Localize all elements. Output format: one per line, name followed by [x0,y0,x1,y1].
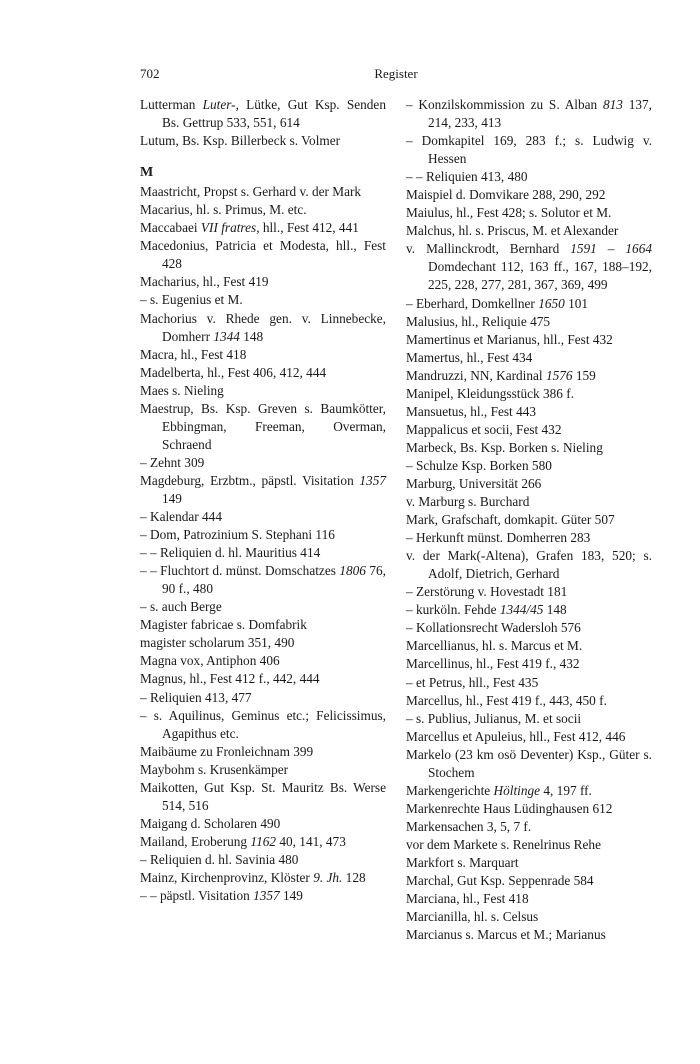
entry-text: Marcellus, hl., Fest 419 f., 443, 450 f. [406,692,607,708]
entry-text: – – Reliquien d. hl. Mauritius 414 [140,545,321,561]
italic-text: 9. Jh. [313,869,343,885]
entry-text: – kurköln. Fehde [406,602,500,618]
index-entry [406,240,652,294]
index-entry [406,926,652,944]
entry-text: – Kalendar 444 [140,509,222,525]
index-entry [406,674,652,692]
index-entry [406,692,652,710]
index-entry [406,168,652,186]
entry-text: Malchus, hl. s. Priscus, M. et Alexander [406,223,619,239]
index-entry [406,96,652,132]
italic-text: 1357 [359,472,386,488]
index-entry [406,782,652,800]
italic-text: 1591 – 1664 [570,241,652,257]
entry-text: 76, 90 f., 480 [162,563,386,597]
italic-text: 1650 [538,295,565,311]
running-head: Register [374,66,418,81]
index-entry [406,457,652,475]
entry-text: – Schulze Ksp. Borken 580 [406,457,552,473]
italic-text: 1806 [339,563,366,579]
entry-text: M [140,165,154,181]
index-entry [406,421,652,439]
entry-text: Maispiel d. Domvikare 288, 290, 292 [406,187,606,203]
entry-text: magister scholarum 351, 490 [140,635,295,651]
entry-text: Machorius v. Rhede gen. v. Linnebecke, Domherr [140,310,386,344]
index-entry [406,186,652,204]
entry-text: Marcellinus, hl., Fest 419 f., 432 [406,656,580,672]
index-entry [140,201,386,219]
index-entry [140,562,386,598]
index-entry [406,132,652,168]
entry-text: – Domkapitel 169, 283 f.; s. Ludwig v. Hessen [406,133,652,167]
entry-text: Magnus, hl., Fest 412 f., 442, 444 [140,671,320,687]
entry-text: Maccabaei [140,220,201,236]
entry-text: – Reliquien d. hl. Savinia 480 [140,851,299,867]
entry-text: v. Mallinckrodt, Bernhard [406,241,571,257]
entry-text: Lutum, Bs. Ksp. Billerbeck s. Volmer [140,133,341,149]
index-entry [140,815,386,833]
entry-text: Mansuetus, hl., Fest 443 [406,403,537,419]
entry-text: 159 [572,367,596,383]
index-entry [140,400,386,454]
index-entry [140,616,386,634]
index-entry [140,508,386,526]
index-entry [406,439,652,457]
entry-text: 149 [279,888,303,904]
index-entry [406,204,652,222]
index-entry [406,547,652,583]
index-entry [140,273,386,291]
entry-text: 4, 197 ff. [540,782,592,798]
index-entry [140,454,386,472]
entry-text: Markengerichte [406,782,494,798]
entry-text: Mainz, Kirchenprovinz, Klöster [140,869,314,885]
index-entry [140,219,386,237]
italic-text: Höltinge [493,782,541,798]
entry-text: Maastricht, Propst s. Gerhard v. der Mark [140,184,362,200]
index-entry [140,96,386,132]
entry-text: Maybohm s. Krusenkämper [140,761,289,777]
entry-text: Mailand, Eroberung [140,833,251,849]
index-entry [406,403,652,421]
italic-text: 813 [603,97,623,112]
entry-text: v. der Mark(-Altena), Grafen 183, 520; s. Adolf, Dietrich, Gerhard [406,548,652,582]
entry-text: Maiulus, hl., Fest 428; s. Solutor et M. [406,205,612,221]
index-entry [140,346,386,364]
italic-text: Luter- [202,97,236,112]
entry-text: Macra, hl., Fest 418 [140,346,247,362]
italic-text: VII fratres [200,220,257,236]
index-entry [140,237,386,273]
entry-text: – et Petrus, hll., Fest 435 [406,674,539,690]
entry-text: Magister fabricae s. Domfabrik [140,617,307,633]
entry-text: – – päpstl. Visitation [140,888,254,904]
entry-text: vor dem Markete s. Renelrinus Rehe [406,836,601,852]
entry-text: 40, 141, 473 [276,833,346,849]
index-entry [406,601,652,619]
index-entry [140,183,386,201]
index-entry [406,655,652,673]
entry-text: Macedonius, Patricia et Modesta, hll., Fest 428 [140,238,386,272]
entry-text: Malusius, hl., Reliquie 475 [406,313,551,329]
index-entry [406,619,652,637]
index-entry [406,529,652,547]
entry-text: Lutterman [140,97,203,112]
entry-text: Macarius, hl. s. Primus, M. etc. [140,202,307,218]
index-entry [406,349,652,367]
index-entry [140,132,386,150]
italic-text: 1344 [213,328,240,344]
index-entry [140,310,386,346]
entry-text: Marchal, Gut Ksp. Seppenrade 584 [406,873,594,889]
index-entry [406,872,652,890]
index-entry [406,908,652,926]
index-entry [406,637,652,655]
entry-text: Mamertinus et Marianus, hll., Fest 432 [406,331,613,347]
entry-text: Marbeck, Bs. Ksp. Borken s. Nieling [406,439,603,455]
entry-text: – Konzilskommission zu S. Alban [406,97,603,112]
entry-text: Marcellus et Apuleius, hll., Fest 412, 446 [406,728,626,744]
entry-text: Marburg, Universität 266 [406,475,542,491]
entry-text: Madelberta, hl., Fest 406, 412, 444 [140,364,327,380]
entry-text: Mappalicus et socii, Fest 432 [406,421,562,437]
index-entry [140,291,386,309]
entry-text: Manipel, Kleidungsstück 386 f. [406,385,575,401]
index-entry [406,583,652,601]
index-entry [140,869,386,887]
entry-text: – Reliquien 413, 477 [140,689,252,705]
entry-text: Mark, Grafschaft, domkapit. Güter 507 [406,512,615,528]
index-entry [406,746,652,782]
index-entry [140,364,386,382]
index-entry [406,890,652,908]
index-entry [406,295,652,313]
index-entry [406,367,652,385]
entry-text: Mamertus, hl., Fest 434 [406,349,533,365]
index-column-right [406,96,652,944]
entry-text: Markfort s. Marquart [406,854,519,870]
entry-text: Markensachen 3, 5, 7 f. [406,818,532,834]
entry-text: 149 [162,490,182,506]
index-entry [140,526,386,544]
entry-text: 148 [543,602,567,618]
index-entry [140,652,386,670]
entry-text: Domdechant 112, 163 ff., 167, 188–192, 225, 228, 277, 281, 367, 369, 499 [428,259,652,293]
entry-text: Marciana, hl., Fest 418 [406,891,529,907]
index-entry [406,710,652,728]
entry-text: – s. Publius, Julianus, M. et socii [406,710,582,726]
italic-text: 1162 [250,833,277,849]
entry-text: Marcianilla, hl. s. Celsus [406,909,539,925]
index-entry [140,598,386,616]
index-entry [406,475,652,493]
index-entry [140,779,386,815]
italic-text: 1357 [253,888,280,904]
index-entry [140,670,386,688]
entry-text: v. Marburg s. Burchard [406,494,530,510]
index-entry [140,851,386,869]
italic-text: 1344/45 [499,602,544,618]
entry-text: Markelo (23 km osö Deventer) Ksp., Güter s. Stochem [406,746,652,780]
index-entry [140,833,386,851]
entry-text: – Herkunft münst. Domherren 283 [406,530,591,546]
entry-text: – Zehnt 309 [140,454,205,470]
entry-text: – s. auch Berge [140,599,222,615]
index-entry [140,761,386,779]
entry-text: – Dom, Patrozinium S. Stephani 116 [140,527,335,543]
index-entry [140,382,386,400]
entry-text: – s. Eugenius et M. [140,292,243,308]
entry-text: – Eberhard, Domkellner [406,295,539,311]
entry-text: , hll., Fest 412, 441 [256,220,359,236]
index-entry [406,222,652,240]
page-header [140,66,652,84]
entry-text: – Zerstörung v. Hovestadt 181 [406,584,568,600]
index-column-left [140,96,386,905]
entry-text: Maibäume zu Fronleichnam 399 [140,743,314,759]
entry-text: – – Reliquien 413, 480 [406,169,528,185]
entry-text: 148 [239,328,264,344]
index-entry [140,544,386,562]
entry-text: Marcianus s. Marcus et M.; Marianus [406,927,606,943]
italic-text: 1576 [545,367,573,383]
index-entry [140,472,386,508]
index-entry [406,854,652,872]
index-entry [406,385,652,403]
index-entry [406,728,652,746]
page-number: 702 [140,66,160,81]
index-entry [406,800,652,818]
entry-text: – Kollationsrecht Wadersloh 576 [406,620,581,636]
entry-text: 101 [564,295,589,311]
index-entry [140,707,386,743]
entry-text: – – Fluchtort d. münst. Domschatzes [140,563,340,579]
index-entry [406,313,652,331]
entry-text: Maes s. Nieling [140,382,224,398]
entry-text: Maestrup, Bs. Ksp. Greven s. Baumkötter, Ebbingman, Freeman, Overman, Schraend [140,400,386,452]
entry-text: Maikotten, Gut Ksp. St. Mauritz Bs. Werse 514, 516 [140,779,386,813]
index-entry [406,331,652,349]
section-letter [140,164,386,182]
entry-text: 128 [342,869,366,885]
entry-text: 137, 214, 233, 413 [428,97,653,131]
index-entry [406,493,652,511]
index-entry [140,689,386,707]
entry-text: Macharius, hl., Fest 419 [140,274,269,290]
index-entry [406,836,652,854]
entry-text: Magdeburg, Erzbtm., päpstl. Visitation [140,472,360,488]
index-entry [140,743,386,761]
entry-text: Mandruzzi, NN, Kardinal [406,367,546,383]
index-entry [406,818,652,836]
entry-text: , Lütke, Gut Ksp. Senden Bs. Gettrup 533, 551, 614 [162,97,386,131]
entry-text: – s. Aquilinus, Geminus etc.; Felicissimus, Agapithus etc. [140,707,386,741]
index-entry [140,634,386,652]
entry-text: Marcellianus, hl. s. Marcus et M. [406,638,583,654]
entry-text: Markenrechte Haus Lüdinghausen 612 [406,800,613,816]
index-entry [406,511,652,529]
entry-text: Magna vox, Antiphon 406 [140,653,280,669]
entry-text: Maigang d. Scholaren 490 [140,815,281,831]
index-entry [140,887,386,905]
